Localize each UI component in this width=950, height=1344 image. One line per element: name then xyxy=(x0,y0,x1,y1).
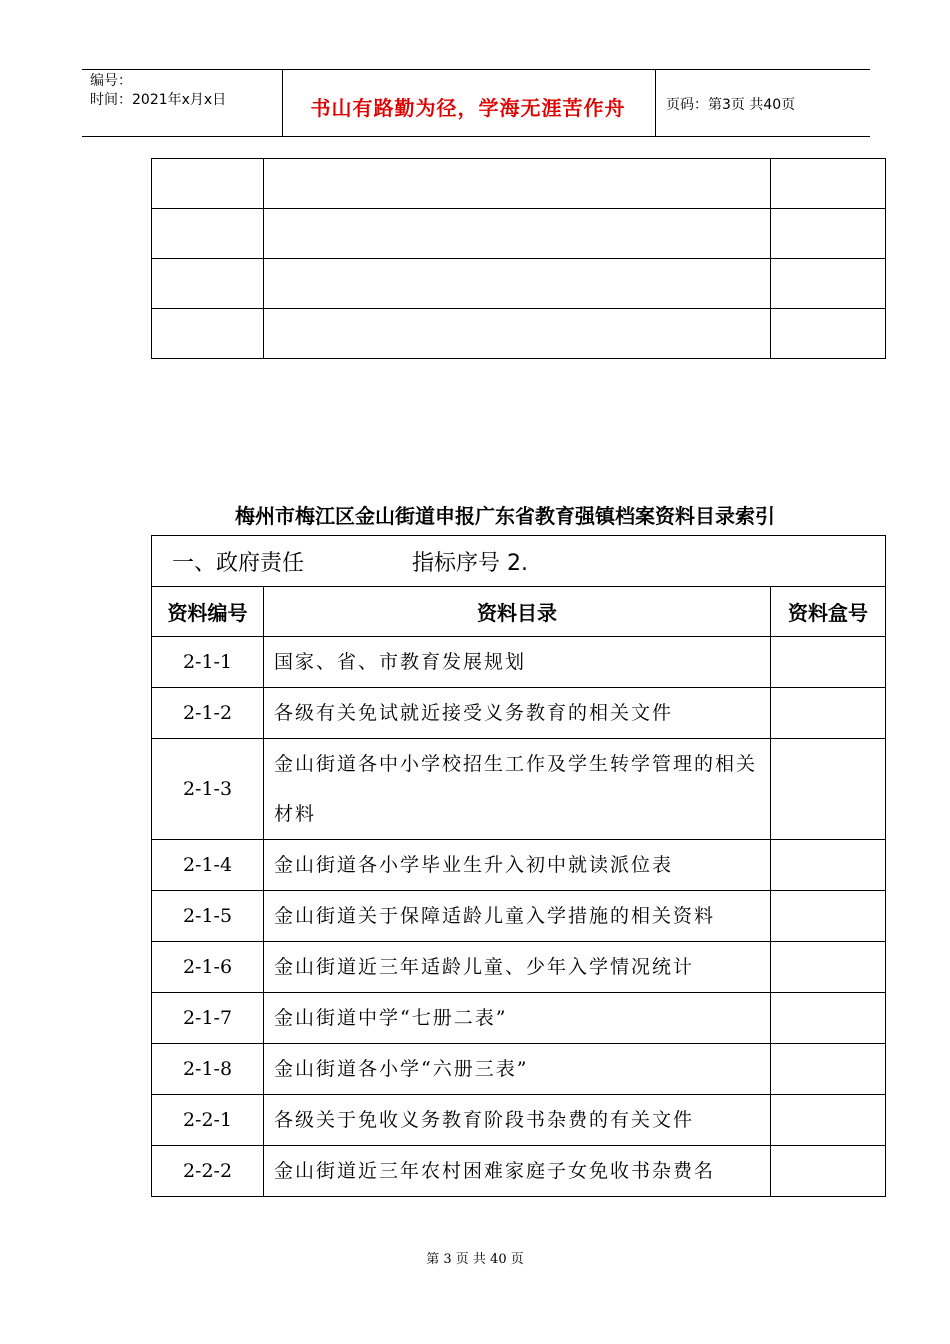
table-row xyxy=(152,159,886,209)
table-row xyxy=(152,1044,886,1095)
row-code: 2-1-1 xyxy=(152,637,264,688)
table-cell xyxy=(264,209,771,259)
table-cell xyxy=(152,209,264,259)
section-heading xyxy=(152,536,886,587)
table-row xyxy=(152,993,886,1044)
row-code: 2-1-4 xyxy=(152,840,264,891)
table-row xyxy=(152,942,886,993)
row-box xyxy=(771,739,886,840)
header-bottom-rule xyxy=(82,136,870,137)
row-box xyxy=(771,942,886,993)
table-row xyxy=(152,891,886,942)
row-code: 2-2-1 xyxy=(152,1095,264,1146)
row-title: 金山街道关于保障适龄儿童入学措施的相关资料 xyxy=(264,891,771,942)
table-cell xyxy=(264,159,771,209)
table-cell xyxy=(264,259,771,309)
table-row xyxy=(152,840,886,891)
row-title: 金山街道各小学“六册三表” xyxy=(264,1044,771,1095)
table-row xyxy=(152,1146,886,1197)
row-code: 2-1-5 xyxy=(152,891,264,942)
header-divider-right xyxy=(655,69,656,136)
section-indicator: 指标序号 2. xyxy=(412,550,528,576)
section-row xyxy=(152,536,886,587)
row-code: 2-1-6 xyxy=(152,942,264,993)
row-title: 金山街道中学“七册二表” xyxy=(264,993,771,1044)
header-page-label: 页码：第3页 共40页 xyxy=(666,97,796,113)
column-header-row xyxy=(152,587,886,637)
table-cell xyxy=(152,259,264,309)
table-row xyxy=(152,209,886,259)
table-row xyxy=(152,1095,886,1146)
row-title: 金山街道各小学毕业生升入初中就读派位表 xyxy=(264,840,771,891)
row-box xyxy=(771,1146,886,1197)
column-header-title: 资料目录 xyxy=(264,587,771,637)
row-box xyxy=(771,993,886,1044)
header-motto: 书山有路勤为径，学海无涯苦作舟 xyxy=(310,96,626,120)
table-cell xyxy=(771,259,886,309)
row-code: 2-2-2 xyxy=(152,1146,264,1197)
row-code: 2-1-3 xyxy=(152,739,264,840)
row-title: 金山街道近三年农村困难家庭子女免收书杂费名 xyxy=(264,1146,771,1197)
header-top-rule xyxy=(82,69,870,70)
table-cell xyxy=(771,309,886,359)
table-cell xyxy=(771,209,886,259)
table-cell xyxy=(152,309,264,359)
row-title: 金山街道近三年适龄儿童、少年入学情况统计 xyxy=(264,942,771,993)
table-row xyxy=(152,688,886,739)
index-table xyxy=(151,535,886,1197)
column-header-code: 资料编号 xyxy=(152,587,264,637)
table-row xyxy=(152,309,886,359)
table-cell xyxy=(152,159,264,209)
row-title: 金山街道各中小学校招生工作及学生转学管理的相关材料 xyxy=(264,739,771,840)
document-title: 梅州市梅江区金山街道申报广东省教育强镇档案资料目录索引 xyxy=(235,504,775,528)
table-cell xyxy=(264,309,771,359)
section-name: 一、政府责任 xyxy=(172,550,305,576)
row-title: 国家、省、市教育发展规划 xyxy=(264,637,771,688)
row-box xyxy=(771,1095,886,1146)
continuation-table xyxy=(151,158,886,359)
page-footer: 第 3 页 共 40 页 xyxy=(426,1252,524,1267)
row-title: 各级关于免收义务教育阶段书杂费的有关文件 xyxy=(264,1095,771,1146)
header-number-label: 编号： xyxy=(90,73,132,89)
header-time-label: 时间：2021年x月x日 xyxy=(90,92,227,108)
row-code: 2-1-7 xyxy=(152,993,264,1044)
row-code: 2-1-8 xyxy=(152,1044,264,1095)
row-code: 2-1-2 xyxy=(152,688,264,739)
table-cell xyxy=(771,159,886,209)
row-box xyxy=(771,891,886,942)
row-box xyxy=(771,840,886,891)
table-row xyxy=(152,739,886,840)
row-title: 各级有关免试就近接受义务教育的相关文件 xyxy=(264,688,771,739)
column-header-box: 资料盒号 xyxy=(771,587,886,637)
table-row xyxy=(152,259,886,309)
row-box xyxy=(771,1044,886,1095)
table-row xyxy=(152,637,886,688)
row-box xyxy=(771,688,886,739)
row-box xyxy=(771,637,886,688)
